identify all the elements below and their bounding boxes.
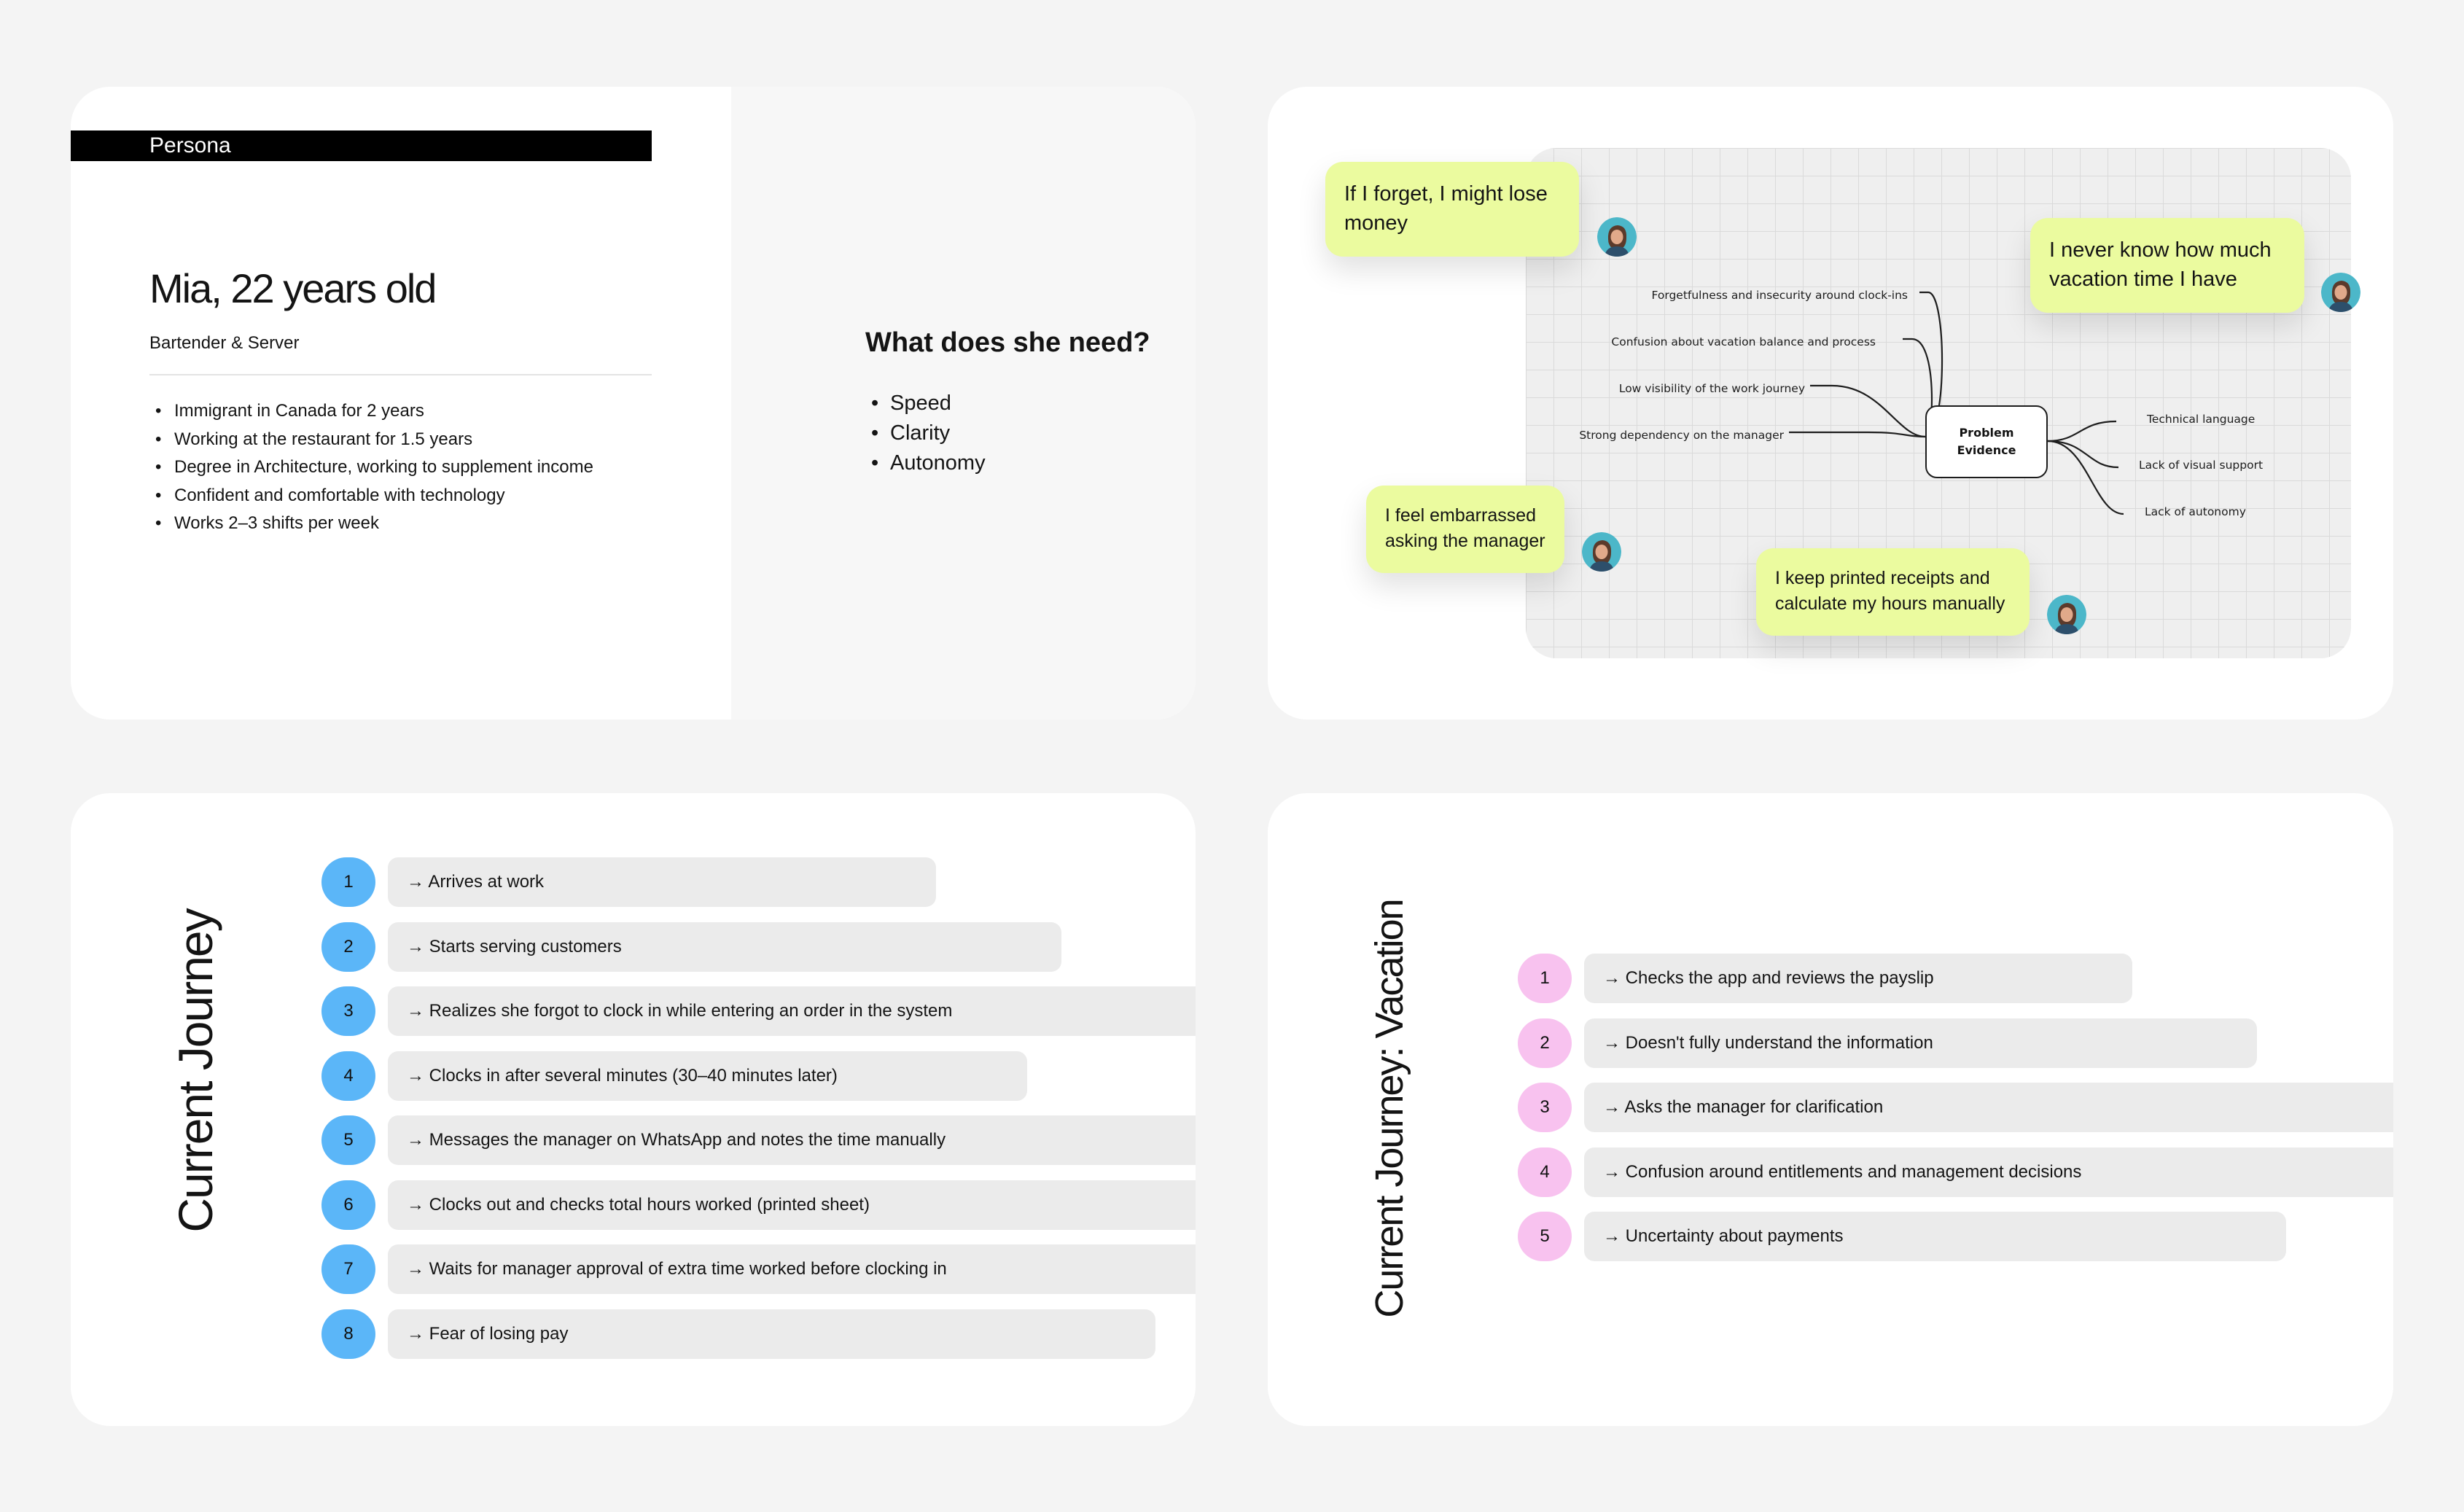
step-label: → Arrives at work [388, 857, 936, 907]
connector [2048, 421, 2116, 441]
step-number-badge: 5 [321, 1115, 375, 1165]
needs-title: What does she need? [865, 327, 1150, 358]
persona-card [71, 87, 1196, 720]
step-label: → Clocks in after several minutes (30–40 minutes later) [388, 1051, 1027, 1101]
step-number-badge: 1 [321, 857, 375, 907]
map-branch-label: Low visibility of the work journey [1618, 382, 1805, 395]
map-branch-label: Forgetfulness and insecurity around clock-ins [1651, 289, 1908, 302]
step-number-badge: 4 [321, 1051, 375, 1101]
avatar-icon [1582, 532, 1621, 572]
current-journey-card [71, 793, 1196, 1426]
map-branch-label: Lack of autonomy [2145, 505, 2246, 518]
problem-evidence-card [1268, 87, 2393, 720]
step-number-badge: 3 [1518, 1083, 1572, 1132]
map-branch-label: Strong dependency on the manager [1579, 429, 1784, 442]
connector [1810, 386, 1925, 437]
step-label: → Starts serving customers [388, 922, 1061, 972]
journey-title: Current Journey [168, 909, 222, 1233]
need-item: • Autonomy [865, 448, 986, 478]
connector [2048, 441, 2118, 467]
step-number-badge: 2 [321, 922, 375, 972]
persona-facts-list [149, 397, 593, 538]
connector [1789, 432, 1925, 437]
connector [2048, 441, 2124, 514]
step-label: → Messages the manager on WhatsApp and notes the time manually [388, 1115, 1196, 1165]
step-number-badge: 8 [321, 1309, 375, 1359]
step-label: → Clocks out and checks total hours worked (printed sheet) [388, 1180, 1196, 1230]
step-label: → Waits for manager approval of extra time worked before clocking in [388, 1244, 1196, 1294]
avatar-icon [1597, 217, 1637, 257]
step-number-badge: 5 [1518, 1212, 1572, 1261]
step-number-badge: 4 [1518, 1147, 1572, 1197]
divider [149, 374, 652, 375]
map-branch-label: Confusion about vacation balance and process [1611, 335, 1876, 348]
step-label: → Uncertainty about payments [1584, 1212, 2286, 1261]
step-number-badge: 7 [321, 1244, 375, 1294]
persona-role: Bartender & Server [149, 333, 300, 353]
quote-bubble: I feel embarrassed asking the manager [1366, 486, 1564, 573]
quote-bubble: I never know how much vacation time I have [2030, 218, 2304, 313]
step-label: → Realizes she forgot to clock in while entering an order in the system [388, 986, 1196, 1036]
persona-fact: • Confident and comfortable with technology [149, 482, 593, 510]
need-item: • Clarity [865, 418, 986, 448]
quote-bubble: I keep printed receipts and calculate my hours manually [1756, 548, 2030, 636]
needs-list [865, 389, 986, 478]
persona-tag: Persona [71, 130, 652, 161]
persona-fact: • Works 2–3 shifts per week [149, 510, 593, 538]
persona-fact: • Working at the restaurant for 1.5 years [149, 426, 593, 454]
step-number-badge: 1 [1518, 954, 1572, 1003]
persona-fact: • Degree in Architecture, working to supplement income [149, 453, 593, 482]
map-center-node: Problem Evidence [1925, 405, 2048, 478]
step-label: → Doesn't fully understand the information [1584, 1018, 2257, 1068]
step-label: → Fear of losing pay [388, 1309, 1155, 1359]
avatar-icon [2047, 595, 2086, 634]
vacation-journey-title: Current Journey: Vacation [1368, 900, 1411, 1318]
step-label: → Asks the manager for clarification [1584, 1083, 2393, 1132]
step-number-badge: 3 [321, 986, 375, 1036]
map-branch-label: Technical language [2147, 413, 2256, 426]
persona-name: Mia, 22 years old [149, 265, 436, 311]
step-label: → Confusion around entitlements and management decisions [1584, 1147, 2393, 1197]
quote-bubble: If I forget, I might lose money [1325, 162, 1579, 257]
step-label: → Checks the app and reviews the payslip [1584, 954, 2132, 1003]
step-number-badge: 2 [1518, 1018, 1572, 1068]
avatar-icon [2321, 273, 2360, 312]
need-item: • Speed [865, 389, 986, 418]
persona-fact: • Immigrant in Canada for 2 years [149, 397, 593, 426]
vacation-journey-card [1268, 793, 2393, 1426]
step-number-badge: 6 [321, 1180, 375, 1230]
map-branch-label: Lack of visual support [2139, 459, 2264, 472]
